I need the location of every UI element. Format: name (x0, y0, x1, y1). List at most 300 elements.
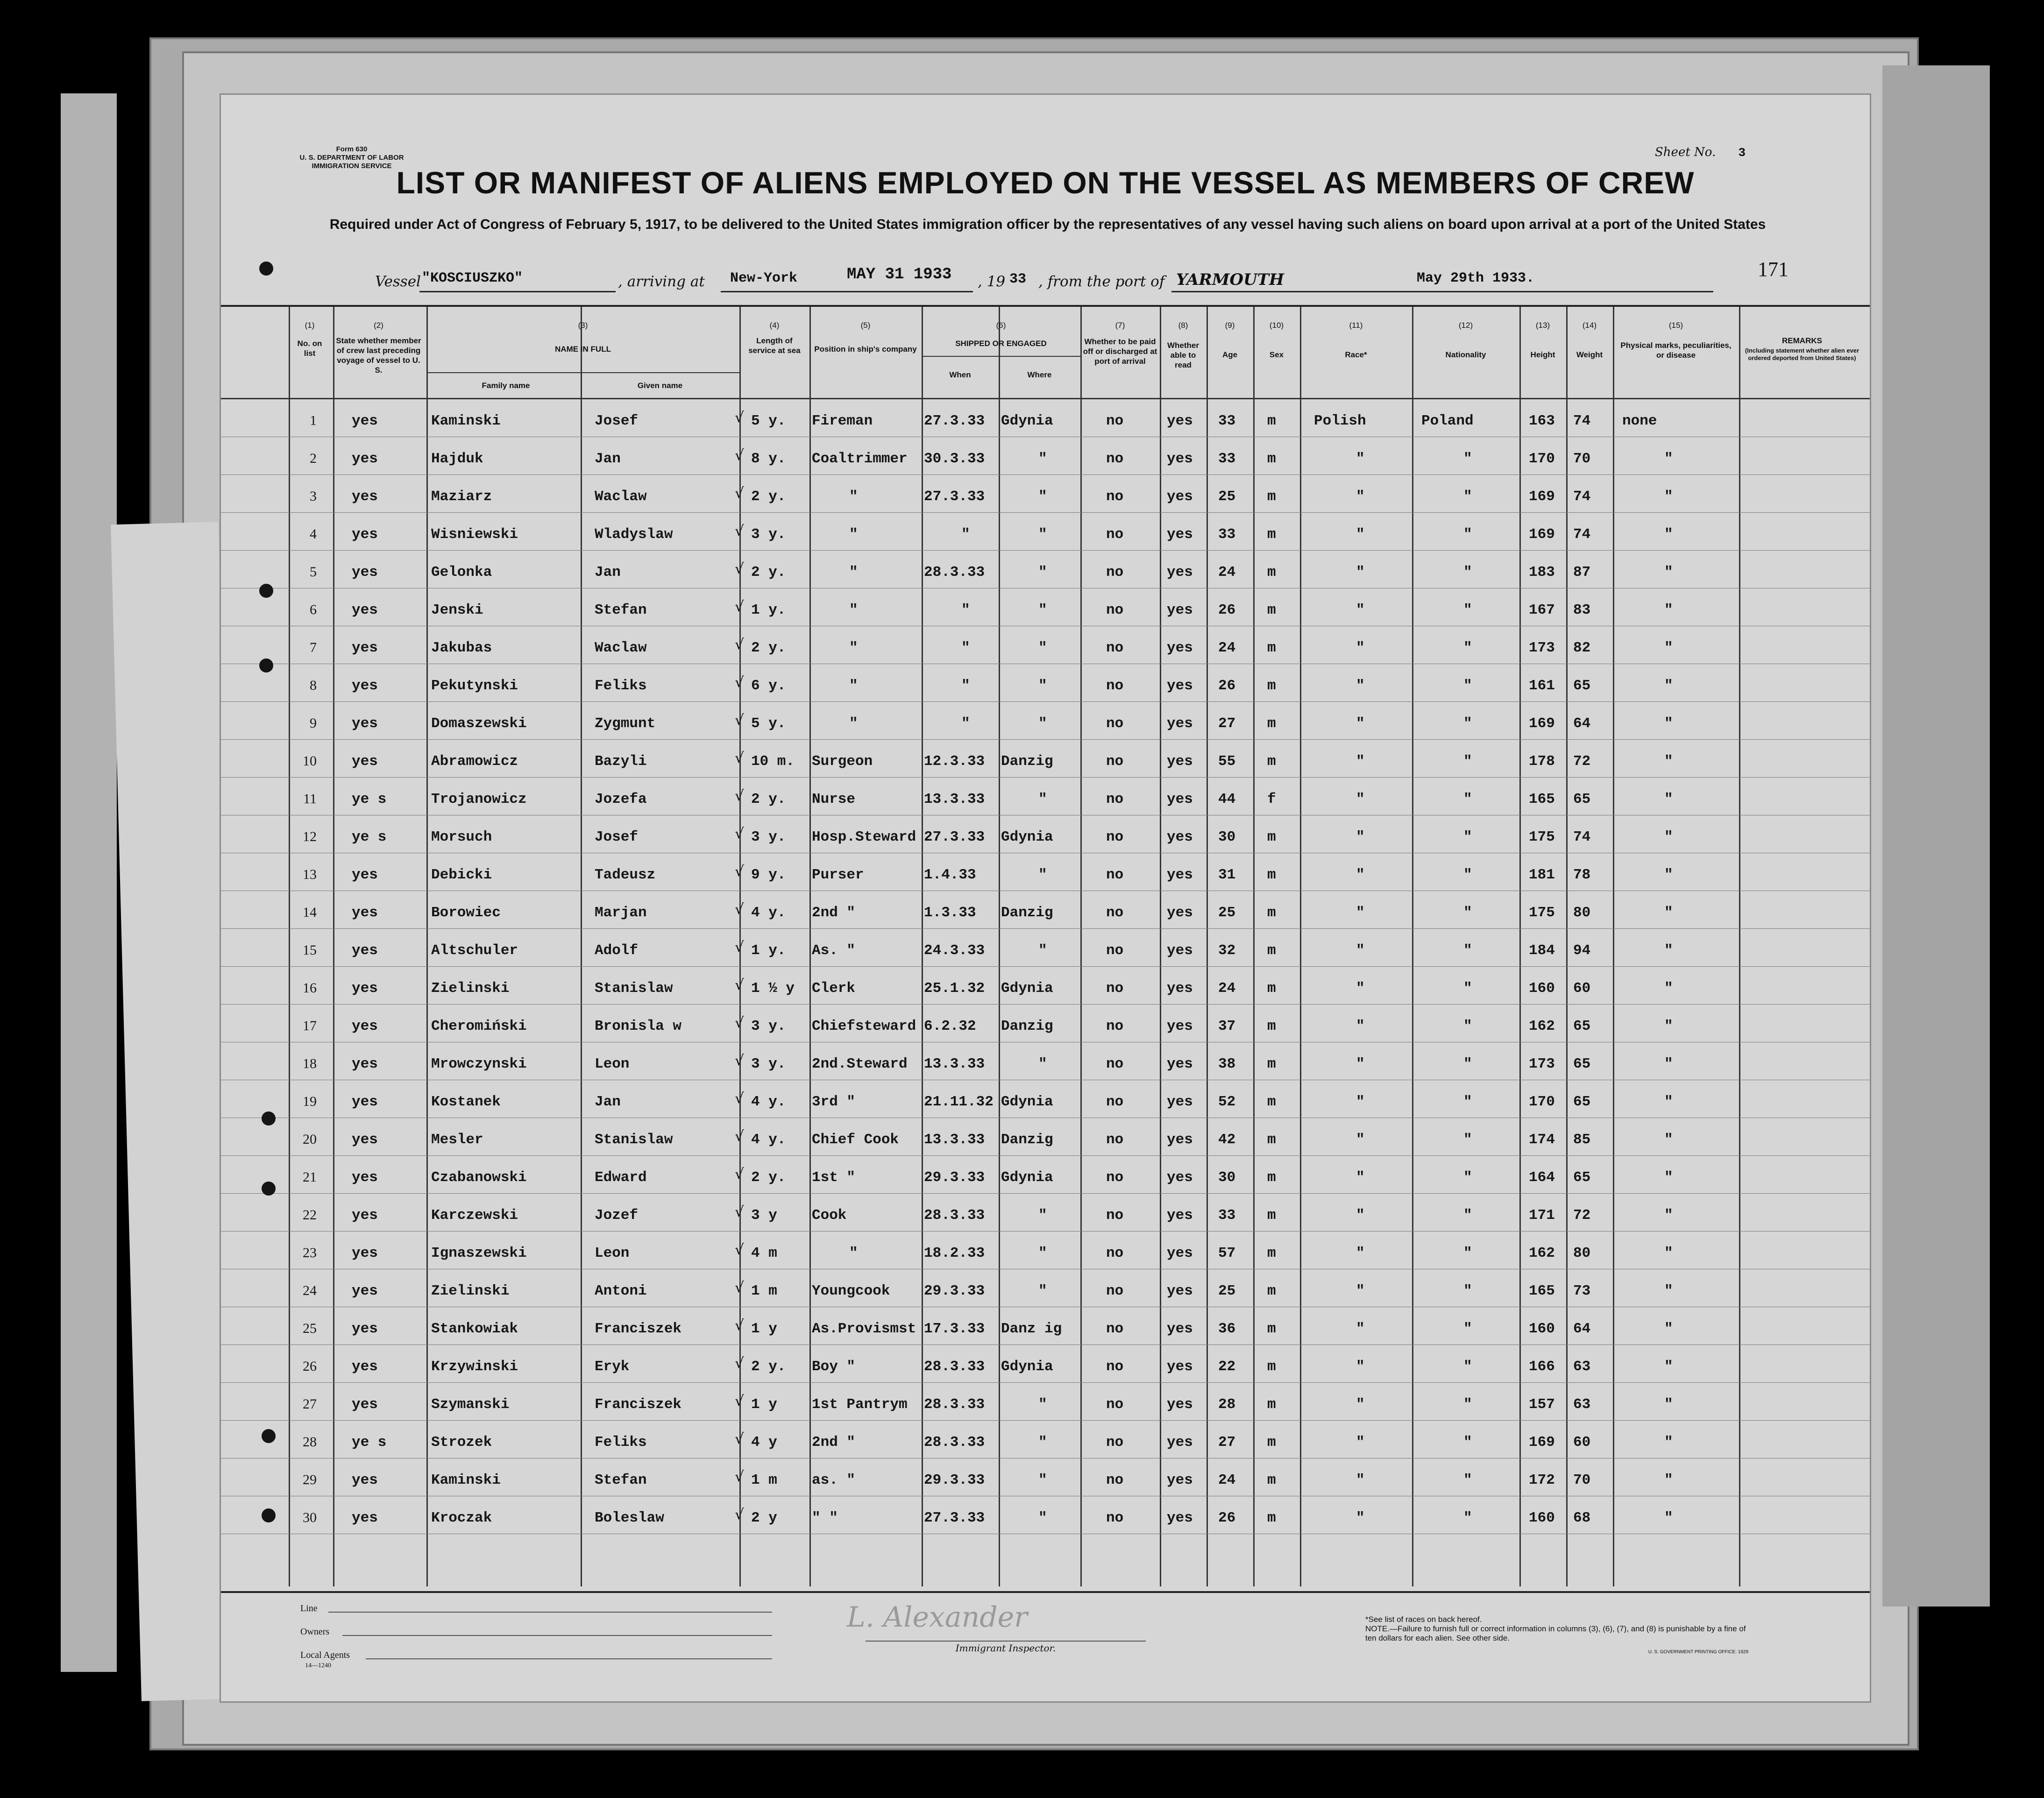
paid-off-cell: no (1106, 413, 1124, 429)
weight-cell: 74 (1573, 829, 1591, 845)
previous-voyage-cell: yes (352, 1207, 378, 1224)
arrival-date-stamp: MAY 31 1933 (847, 266, 952, 283)
family-name-cell: Kaminski (431, 1472, 501, 1488)
shipped-when-cell: 27.3.33 (924, 488, 985, 505)
col7-number: (7) (1115, 321, 1125, 330)
row-number-cell: 17 (303, 1018, 317, 1033)
col3-header: NAME IN FULL (555, 345, 611, 354)
height-cell: 160 (1529, 1510, 1555, 1526)
col8-header: Whether able to read (1167, 341, 1199, 369)
height-cell: 178 (1529, 753, 1555, 770)
position-cell: Chiefsteward (812, 1018, 916, 1034)
physical-marks-cell: " (1664, 1510, 1673, 1526)
race-cell: " (1356, 678, 1365, 694)
given-name-cell: Antoni (595, 1283, 647, 1299)
col7-header: Whether to be paid off or discharged at port of arrival (1083, 337, 1157, 366)
check-mark-icon: √ (735, 1128, 744, 1145)
shipped-when-cell: 29.3.33 (924, 1169, 985, 1186)
previous-voyage-cell: yes (352, 1283, 378, 1299)
race-cell: " (1356, 1359, 1365, 1375)
previous-voyage-cell: yes (352, 640, 378, 656)
shipped-when-cell: 13.3.33 (924, 791, 985, 807)
row-number-cell: 25 (303, 1321, 317, 1336)
previous-voyage-cell: yes (352, 1056, 378, 1072)
agents-code: 14—1240 (305, 1662, 331, 1669)
physical-marks-cell: " (1664, 564, 1673, 580)
col11-number: (11) (1349, 321, 1363, 330)
physical-marks-cell: " (1664, 1359, 1673, 1375)
able-to-read-cell: yes (1167, 715, 1193, 732)
length-of-service-cell: 8 y. (751, 451, 786, 467)
shipped-when-cell: 21.11.32 (924, 1094, 994, 1110)
race-cell: " (1356, 1434, 1365, 1451)
age-cell: 24 (1218, 1472, 1236, 1488)
shipped-where-cell: " (1038, 1283, 1047, 1299)
page-subtitle: Required under Act of Congress of February 5, 1917, to be delivered to the United States immigration officer by the representatives of any vessel having such aliens on board upon arrival at a port of the United States (329, 217, 1766, 232)
shipped-where-cell: " (1038, 564, 1047, 580)
physical-marks-cell: " (1664, 1169, 1673, 1186)
previous-voyage-cell: yes (352, 942, 378, 959)
header-subdivider (922, 356, 1080, 357)
col1-number: (1) (305, 321, 315, 330)
position-cell: as. " (812, 1472, 856, 1488)
height-cell: 172 (1529, 1472, 1555, 1488)
shipped-where-cell: Danzig (1001, 1132, 1053, 1148)
family-name-cell: Zielinski (431, 980, 510, 997)
position-cell: Nurse (812, 791, 856, 807)
length-of-service-cell: 5 y. (751, 413, 786, 429)
shipped-where-cell: " (1038, 602, 1047, 618)
row-rule (221, 739, 1870, 740)
shipped-when-cell: 28.3.33 (924, 1359, 985, 1375)
physical-marks-cell: " (1664, 980, 1673, 997)
length-of-service-cell: 6 y. (751, 678, 786, 694)
check-mark-icon: √ (735, 523, 744, 539)
age-cell: 33 (1218, 451, 1236, 467)
shipped-when-cell: 1.3.33 (924, 905, 976, 921)
row-number-cell: 1 (310, 413, 317, 428)
paid-off-cell: no (1106, 1396, 1124, 1413)
height-cell: 175 (1529, 829, 1555, 845)
row-number-cell: 21 (303, 1169, 317, 1185)
shipped-when-cell: " (961, 526, 970, 543)
position-cell: " " (812, 1510, 838, 1526)
row-number-cell: 15 (303, 942, 317, 958)
given-name-cell: Josef (595, 829, 639, 845)
row-rule (221, 1231, 1870, 1232)
column-divider (1519, 307, 1521, 1586)
row-number-cell: 22 (303, 1207, 317, 1223)
previous-voyage-cell: yes (352, 1472, 378, 1488)
height-cell: 160 (1529, 1321, 1555, 1337)
check-mark-icon: √ (735, 1506, 744, 1523)
check-mark-icon: √ (735, 901, 744, 918)
previous-voyage-cell: ye s (352, 1434, 387, 1451)
nationality-cell: " (1463, 451, 1472, 467)
position-cell: Coaltrimmer (812, 451, 908, 467)
col5-number: (5) (860, 321, 871, 330)
check-mark-icon: √ (735, 1052, 744, 1069)
sex-cell: m (1267, 526, 1276, 543)
row-rule (221, 777, 1870, 778)
position-cell: " (849, 602, 858, 618)
physical-marks-cell: " (1664, 791, 1673, 807)
footnote (1365, 1615, 1748, 1657)
position-cell: " (849, 488, 858, 505)
row-number-cell: 29 (303, 1472, 317, 1487)
position-cell: 2nd " (812, 1434, 856, 1451)
column-divider (999, 307, 1000, 1586)
given-name-cell: Stanislaw (595, 980, 673, 997)
height-cell: 175 (1529, 905, 1555, 921)
col9-number: (9) (1225, 321, 1235, 330)
age-cell: 32 (1218, 942, 1236, 959)
punch-hole-icon (262, 1508, 276, 1522)
age-cell: 37 (1218, 1018, 1236, 1034)
check-mark-icon: √ (735, 1430, 744, 1447)
height-cell: 183 (1529, 564, 1555, 580)
race-cell: " (1356, 1169, 1365, 1186)
shipped-where-cell: " (1038, 1056, 1047, 1072)
col12-number: (12) (1458, 321, 1473, 330)
given-name-cell: Wladyslaw (595, 526, 673, 543)
col15-header: Physical marks, peculiarities, or disease (1620, 341, 1732, 360)
shipped-where-cell: Gdynia (1001, 1169, 1053, 1186)
column-divider (1160, 307, 1161, 1586)
shipped-when-cell: " (961, 678, 970, 694)
height-cell: 163 (1529, 413, 1555, 429)
given-name-cell: Eryk (595, 1359, 630, 1375)
family-name-cell: Strozek (431, 1434, 492, 1451)
length-of-service-cell: 4 y. (751, 1132, 786, 1148)
sex-cell: m (1267, 1359, 1276, 1375)
length-of-service-cell: 4 y (751, 1434, 777, 1451)
paid-off-cell: no (1106, 488, 1124, 505)
paid-off-cell: no (1106, 980, 1124, 997)
nationality-cell: " (1463, 1169, 1472, 1186)
row-rule (221, 701, 1870, 702)
row-number-cell: 6 (310, 602, 317, 617)
departure-port: YARMOUTH (1176, 270, 1285, 289)
given-name-cell: Edward (595, 1169, 647, 1186)
position-cell: " (849, 526, 858, 543)
height-cell: 184 (1529, 942, 1555, 959)
length-of-service-cell: 1 y. (751, 602, 786, 618)
physical-marks-cell: " (1664, 1396, 1673, 1413)
age-cell: 44 (1218, 791, 1236, 807)
age-cell: 27 (1218, 1434, 1236, 1451)
height-cell: 161 (1529, 678, 1555, 694)
length-of-service-cell: 10 m. (751, 753, 795, 770)
check-mark-icon: √ (735, 1166, 744, 1182)
shipped-when-cell: 28.3.33 (924, 564, 985, 580)
sex-cell: m (1267, 413, 1276, 429)
weight-cell: 74 (1573, 413, 1591, 429)
punch-hole-icon (259, 262, 273, 276)
length-of-service-cell: 2 y. (751, 640, 786, 656)
age-cell: 27 (1218, 715, 1236, 732)
check-mark-icon: √ (735, 787, 744, 804)
previous-voyage-cell: yes (352, 1510, 378, 1526)
previous-voyage-cell: yes (352, 980, 378, 997)
race-cell: " (1356, 1321, 1365, 1337)
col14-header: Weight (1576, 350, 1603, 359)
physical-marks-cell: " (1664, 753, 1673, 770)
length-of-service-cell: 1 ½ y (751, 980, 795, 997)
length-of-service-cell: 4 m (751, 1245, 777, 1261)
punch-hole-icon (259, 658, 273, 672)
family-name-cell: Trojanowicz (431, 791, 527, 807)
paid-off-cell: no (1106, 867, 1124, 883)
shipped-where-cell: Danzig (1001, 905, 1053, 921)
shipped-when-cell: 17.3.33 (924, 1321, 985, 1337)
sex-cell: m (1267, 678, 1276, 694)
column-divider (1207, 307, 1208, 1586)
age-cell: 26 (1218, 678, 1236, 694)
paid-off-cell: no (1106, 1434, 1124, 1451)
arriving-port: New-York (730, 270, 798, 286)
given-name-cell: Jan (595, 451, 621, 467)
col11-header: Race* (1345, 350, 1367, 359)
family-name-cell: Borowiec (431, 905, 501, 921)
row-rule (221, 1004, 1870, 1005)
weight-cell: 60 (1573, 980, 1591, 997)
previous-voyage-cell: yes (352, 602, 378, 618)
position-cell: Hosp.Steward (812, 829, 916, 845)
sex-cell: m (1267, 1245, 1276, 1261)
nationality-cell: " (1463, 942, 1472, 959)
position-cell: " (849, 678, 858, 694)
row-rule (221, 1155, 1870, 1156)
sex-cell: m (1267, 564, 1276, 580)
shipped-when-cell: 12.3.33 (924, 753, 985, 770)
physical-marks-cell: " (1664, 867, 1673, 883)
row-number-cell: 24 (303, 1283, 317, 1298)
paid-off-cell: no (1106, 451, 1124, 467)
position-cell: Youngcook (812, 1283, 890, 1299)
shipped-where-cell: Gdynia (1001, 1359, 1053, 1375)
col8-number: (8) (1178, 321, 1188, 330)
row-number-cell: 19 (303, 1094, 317, 1109)
able-to-read-cell: yes (1167, 1472, 1193, 1488)
agents-field (366, 1646, 772, 1659)
previous-voyage-cell: ye s (352, 791, 387, 807)
department: U. S. DEPARTMENT OF LABOR (299, 154, 404, 162)
height-cell: 169 (1529, 715, 1555, 732)
height-cell: 171 (1529, 1207, 1555, 1224)
race-cell: " (1356, 451, 1365, 467)
position-cell: Fireman (812, 413, 873, 429)
given-name-cell: Boleslaw (595, 1510, 664, 1526)
family-name-cell: Szymanski (431, 1396, 510, 1413)
sex-cell: m (1267, 1283, 1276, 1299)
position-cell: Cook (812, 1207, 847, 1224)
family-name-cell: Jakubas (431, 640, 492, 656)
weight-cell: 65 (1573, 678, 1591, 694)
age-cell: 33 (1218, 1207, 1236, 1224)
race-cell: " (1356, 905, 1365, 921)
given-name-cell: Feliks (595, 1434, 647, 1451)
check-mark-icon: √ (735, 409, 744, 426)
height-cell: 169 (1529, 526, 1555, 543)
able-to-read-cell: yes (1167, 526, 1193, 543)
able-to-read-cell: yes (1167, 791, 1193, 807)
family-name-cell: Hajduk (431, 451, 483, 467)
physical-marks-cell: " (1664, 678, 1673, 694)
row-number-cell: 4 (310, 526, 317, 542)
previous-voyage-cell: yes (352, 715, 378, 732)
row-rule (221, 1382, 1870, 1383)
nationality-cell: " (1463, 1510, 1472, 1526)
col2-number: (2) (374, 321, 383, 330)
age-cell: 30 (1218, 829, 1236, 845)
length-of-service-cell: 2 y. (751, 1359, 786, 1375)
age-cell: 26 (1218, 1510, 1236, 1526)
nationality-cell: " (1463, 1396, 1472, 1413)
col2-header: State whether member of crew last preceding voyage of vessel to U. S. (336, 336, 421, 375)
weight-cell: 72 (1573, 1207, 1591, 1224)
height-cell: 165 (1529, 1283, 1555, 1299)
able-to-read-cell: yes (1167, 753, 1193, 770)
shipped-when-cell: 27.3.33 (924, 413, 985, 429)
check-mark-icon: √ (735, 1241, 744, 1258)
paid-off-cell: no (1106, 1132, 1124, 1148)
nationality-cell: " (1463, 678, 1472, 694)
family-name-cell: Wisniewski (431, 526, 518, 543)
paid-off-cell: no (1106, 1510, 1124, 1526)
nationality-cell: " (1463, 488, 1472, 505)
given-name-cell: Jozefa (595, 791, 647, 807)
vessel-name: "KOSCIUSZKO" (422, 270, 523, 286)
check-mark-icon: √ (735, 939, 744, 956)
row-number-cell: 14 (303, 905, 317, 920)
col13-header: Height (1530, 350, 1555, 359)
race-cell: " (1356, 791, 1365, 807)
weight-cell: 65 (1573, 1169, 1591, 1186)
sex-cell: m (1267, 451, 1276, 467)
nationality-cell: " (1463, 1245, 1472, 1261)
physical-marks-cell: " (1664, 942, 1673, 959)
age-cell: 25 (1218, 488, 1236, 505)
nationality-cell: " (1463, 640, 1472, 656)
shipped-where-cell: " (1038, 488, 1047, 505)
race-cell: Polish (1314, 413, 1366, 429)
shipped-when-cell: 29.3.33 (924, 1472, 985, 1488)
col6-number: (6) (996, 321, 1006, 330)
able-to-read-cell: yes (1167, 602, 1193, 618)
paid-off-cell: no (1106, 1283, 1124, 1299)
age-cell: 52 (1218, 1094, 1236, 1110)
check-mark-icon: √ (735, 712, 744, 729)
race-cell: " (1356, 1094, 1365, 1110)
length-of-service-cell: 2 y. (751, 1169, 786, 1186)
race-cell: " (1356, 867, 1365, 883)
position-cell: 2nd.Steward (812, 1056, 908, 1072)
owners-field (342, 1623, 772, 1636)
left-binding-strip (61, 93, 117, 1672)
physical-marks-cell: none (1622, 413, 1657, 429)
previous-voyage-cell: yes (352, 1094, 378, 1110)
paid-off-cell: no (1106, 1207, 1124, 1224)
length-of-service-cell: 1 m (751, 1472, 777, 1488)
previous-voyage-cell: yes (352, 1396, 378, 1413)
sex-cell: m (1267, 1434, 1276, 1451)
punch-hole-icon (259, 584, 273, 598)
owners-label: Owners (300, 1627, 330, 1637)
header-bottom-line (221, 398, 1870, 399)
weight-cell: 68 (1573, 1510, 1591, 1526)
check-mark-icon: √ (735, 560, 744, 577)
position-cell: Surgeon (812, 753, 873, 770)
able-to-read-cell: yes (1167, 1018, 1193, 1034)
shipped-when-cell: " (961, 602, 970, 618)
paid-off-cell: no (1106, 1169, 1124, 1186)
family-name-cell: Abramowicz (431, 753, 518, 770)
sex-cell: m (1267, 1056, 1276, 1072)
length-of-service-cell: 4 y. (751, 1094, 786, 1110)
shipped-where-cell: Gdynia (1001, 980, 1053, 997)
position-cell: " (849, 564, 858, 580)
service-name: IMMIGRATION SERVICE (312, 162, 392, 170)
age-cell: 42 (1218, 1132, 1236, 1148)
race-cell: " (1356, 715, 1365, 732)
nationality-cell: " (1463, 526, 1472, 543)
age-cell: 25 (1218, 1283, 1236, 1299)
height-cell: 164 (1529, 1169, 1555, 1186)
able-to-read-cell: yes (1167, 1056, 1193, 1072)
length-of-service-cell: 3 y. (751, 526, 786, 543)
sex-cell: f (1267, 791, 1276, 807)
age-cell: 24 (1218, 564, 1236, 580)
nationality-cell: " (1463, 791, 1472, 807)
paid-off-cell: no (1106, 1359, 1124, 1375)
length-of-service-cell: 3 y (751, 1207, 777, 1224)
family-name-cell: Ignaszewski (431, 1245, 527, 1261)
able-to-read-cell: yes (1167, 413, 1193, 429)
vessel-line (375, 266, 1776, 295)
row-rule (221, 550, 1870, 551)
length-of-service-cell: 1 y (751, 1321, 777, 1337)
sex-cell: m (1267, 715, 1276, 732)
weight-cell: 94 (1573, 942, 1591, 959)
height-cell: 173 (1529, 640, 1555, 656)
previous-voyage-cell: yes (352, 526, 378, 543)
position-cell: As.Provismst (812, 1321, 916, 1337)
sex-cell: m (1267, 753, 1276, 770)
page-number: 171 (1758, 258, 1788, 281)
shipped-where-cell: " (1038, 526, 1047, 543)
weight-cell: 65 (1573, 1094, 1591, 1110)
able-to-read-cell: yes (1167, 1434, 1193, 1451)
nationality-cell: " (1463, 1018, 1472, 1034)
able-to-read-cell: yes (1167, 1321, 1193, 1337)
height-cell: 165 (1529, 791, 1555, 807)
row-rule (221, 1193, 1870, 1194)
weight-cell: 60 (1573, 1434, 1591, 1451)
family-name-cell: Mesler (431, 1132, 483, 1148)
shipped-where-cell: Danz ig (1001, 1321, 1062, 1337)
paid-off-cell: no (1106, 678, 1124, 694)
position-cell: Clerk (812, 980, 856, 997)
column-divider (1080, 307, 1082, 1586)
age-cell: 22 (1218, 1359, 1236, 1375)
position-cell: " (849, 1245, 858, 1261)
check-mark-icon: √ (735, 1014, 744, 1031)
family-name-cell: Czabanowski (431, 1169, 527, 1186)
shipped-when-cell: 24.3.33 (924, 942, 985, 959)
shipped-where-cell: " (1038, 791, 1047, 807)
shipped-when-cell: 25.1.32 (924, 980, 985, 997)
